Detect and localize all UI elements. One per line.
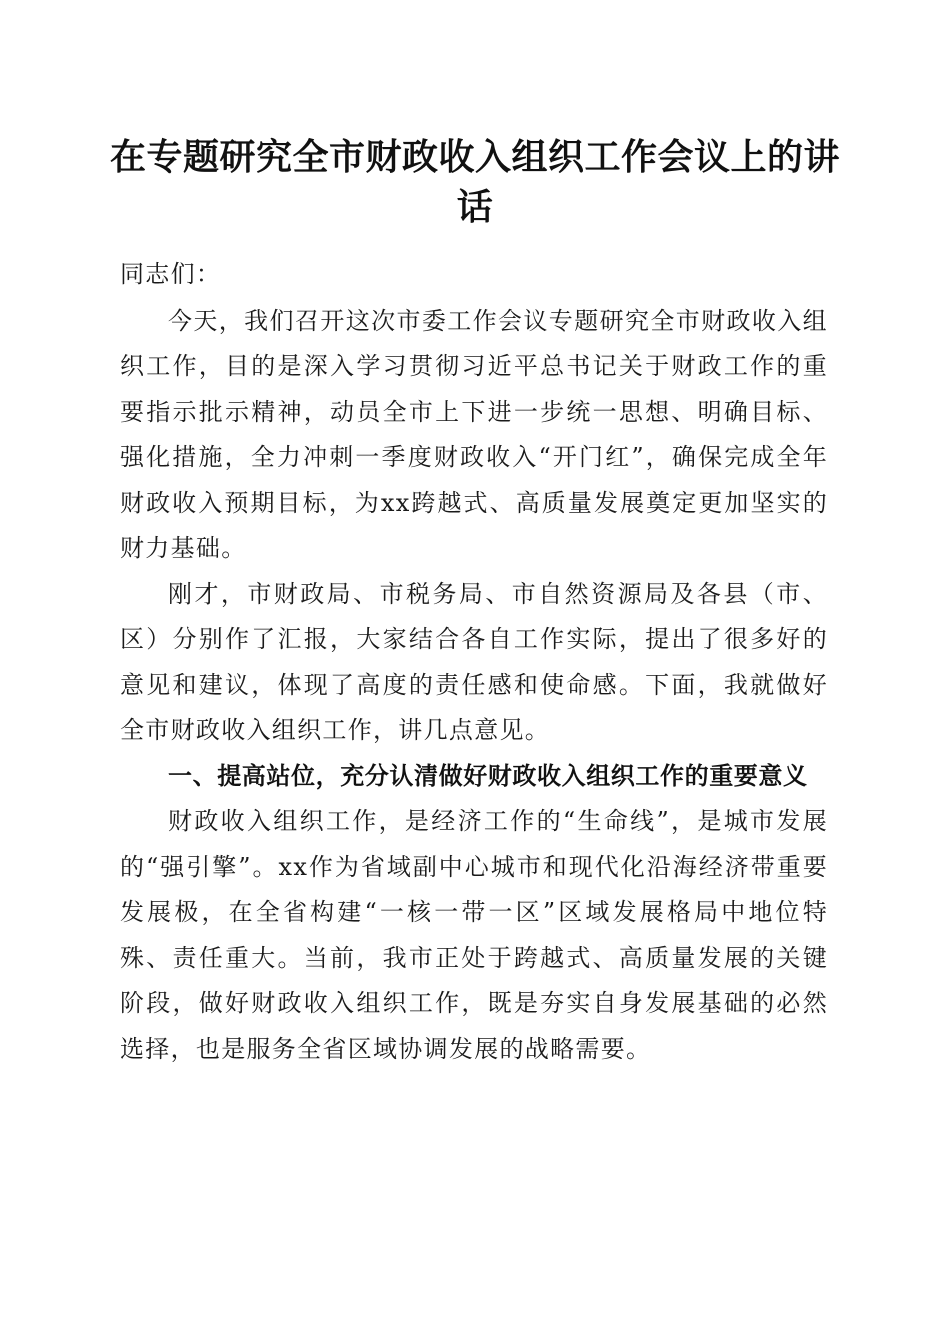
section-heading: 一、提高站位，充分认清做好财政收入组织工作的重要意义 <box>168 761 808 790</box>
document-body <box>120 252 828 1072</box>
document-title: 在专题研究全市财政收入组织工作会议上的讲话 <box>110 136 841 228</box>
body-paragraph-opening: 今天，我们召开这次市委工作会议专题研究全市财政收入组织工作，目的是深入学习贯彻习近平总书记关于财政工作的重要指示批示精神，动员全市上下进一步统一思想、明确目标、强化措施，全力冲刺一季度财政收入“开门红”，确保完成全年财政收入预期目标，为xx跨越式、高质量发展奠定更加坚实的财力基础。 <box>120 306 828 562</box>
salutation: 同志们： <box>120 260 222 288</box>
section-paragraph: 财政收入组织工作，是经济工作的“生命线”，是城市发展的“强引擎”。xx作为省域副中心城市和现代化沿海经济带重要发展极，在全省构建“一核一带一区”区域发展格局中地位特殊、责任重大。当前，我市正处于跨越式、高质量发展的关键阶段，做好财政收入组织工作，既是夯实自身发展基础的必然选择，也是服务全省区域协调发展的战略需要。 <box>120 807 828 1063</box>
body-paragraph-reports: 刚才，市财政局、市税务局、市自然资源局及各县（市、区）分别作了汇报，大家结合各自工作实际，提出了很多好的意见和建议，体现了高度的责任感和使命感。下面，我就做好全市财政收入组织工作，讲几点意见。 <box>120 579 828 744</box>
